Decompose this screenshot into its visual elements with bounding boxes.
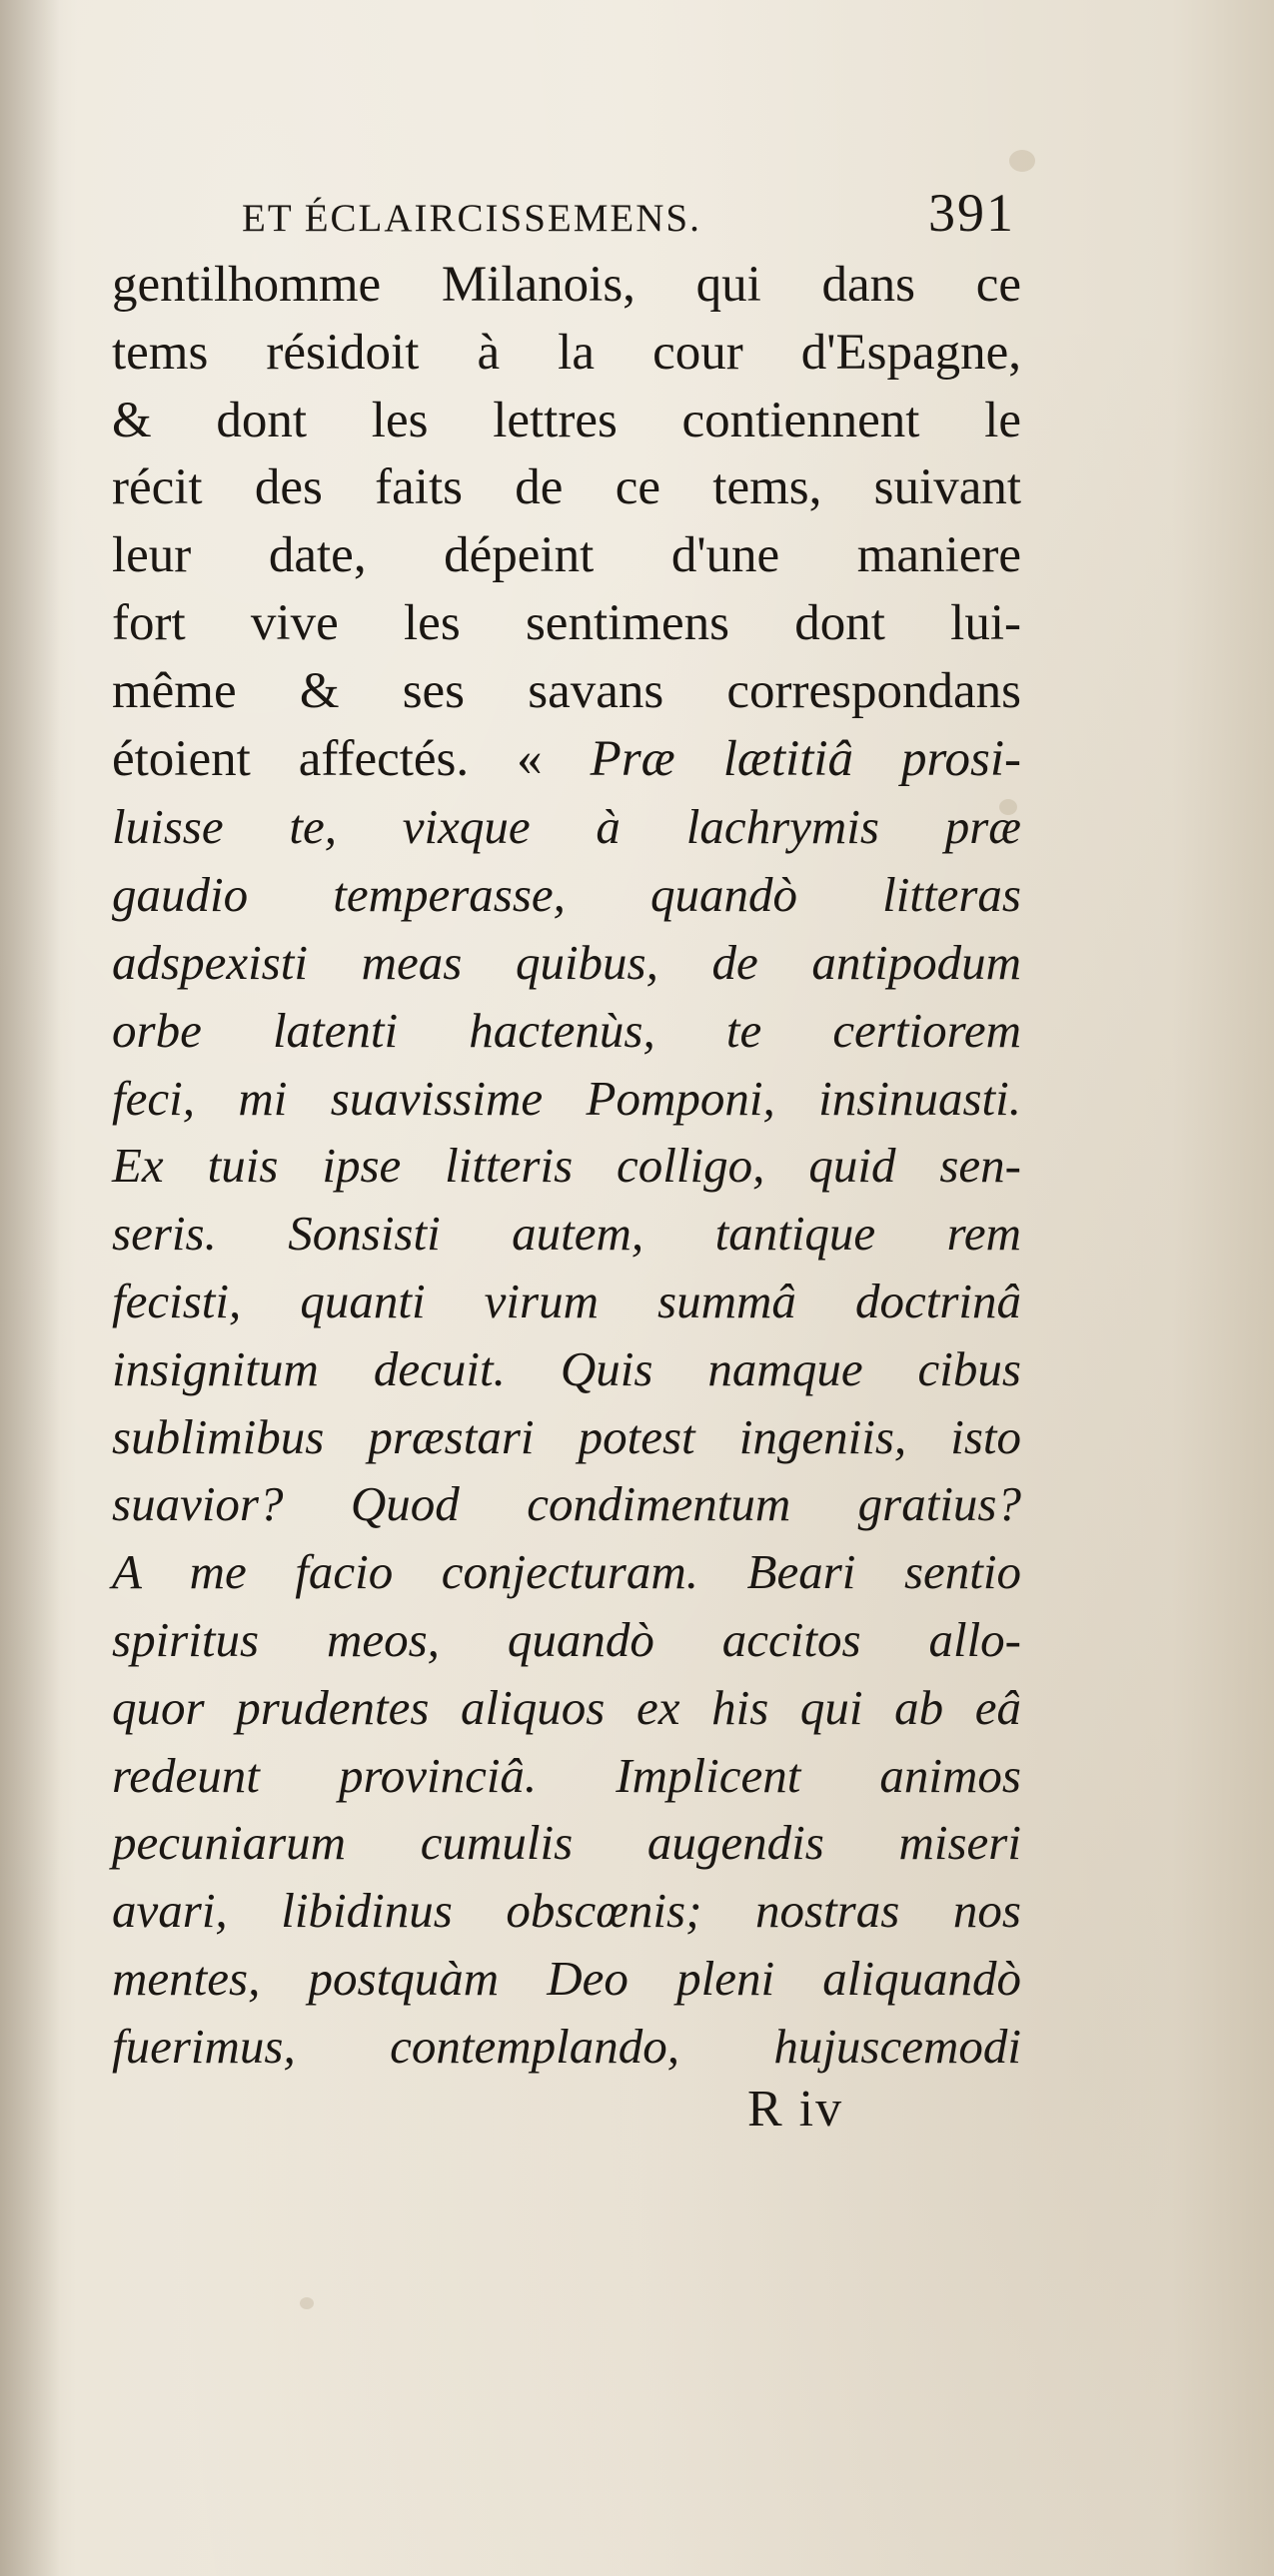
text-line-italic: adspexisti meas quibus, de antipodum [112,934,1021,990]
text-line-italic: fuerimus, contemplando, hujuscemodi [112,2018,1021,2074]
page-number: 391 [928,183,1015,243]
text-line-italic: spiritus meos, quandò accitos allo- [112,1611,1021,1667]
text-line-roman: étoient affectés. « [112,730,543,787]
running-head [242,182,1021,252]
text-line-italic: sublimibus præstari potest ingeniis, isto [112,1408,1021,1464]
text-line-italic: suavior? Quod condimentum gratius? [112,1476,1021,1532]
text-line-italic: A me facio conjecturam. Beari sentio [112,1544,1021,1600]
running-head-title: ET ÉCLAIRCISSEMENS. [242,197,701,240]
text-line: récit des faits de ce tems, suivant [112,459,1021,516]
text-line-mixed [112,726,1021,794]
text-line: même & ses savans correspondans [112,662,1021,719]
text-line-italic: gaudio temperasse, quandò litteras [112,867,1021,923]
text-block [112,182,1021,2081]
body-text [112,252,1021,2081]
text-line-italic: mentes, postquàm Deo pleni aliquandò [112,1950,1021,2006]
text-line-italic: luisse te, vixque à lachrymis præ [112,799,1021,855]
text-line: & dont les lettres contiennent le [112,392,1021,448]
text-line-italic: feci, mi suavissime Pomponi, insinuasti. [112,1070,1021,1126]
text-line-italic: Præ lætitiâ prosi- [590,730,1022,787]
paper-spot [1009,150,1035,172]
text-line-italic: quor prudentes aliquos ex his qui ab eâ [112,1679,1021,1735]
text-line-italic: seris. Sonsisti autem, tantique rem [112,1206,1021,1262]
text-line: gentilhomme Milanois, qui dans ce [112,257,1021,313]
text-line-italic: fecisti, quanti virum summâ doctrinâ [112,1273,1021,1328]
paper-spot [300,2297,314,2309]
text-line-italic: redeunt provinciâ. Implicent animos [112,1747,1021,1803]
text-line-italic: Ex tuis ipse litteris colligo, quid sen- [112,1138,1021,1194]
text-line: tems résidoit à la cour d'Espagne, [112,324,1021,381]
text-line-italic: insignitum decuit. Quis namque cibus [112,1340,1021,1396]
text-line-italic: pecuniarum cumulis augendis miseri [112,1815,1021,1871]
text-line: fort vive les sentimens dont lui- [112,594,1021,651]
signature-mark: R iv [747,2081,844,2138]
text-line-italic: orbe latenti hactenùs, te certiorem [112,1002,1021,1058]
spine-shadow [0,0,60,2576]
text-line-italic: avari, libidinus obscœnis; nostras nos [112,1883,1021,1939]
text-line: leur date, dépeint d'une maniere [112,527,1021,584]
